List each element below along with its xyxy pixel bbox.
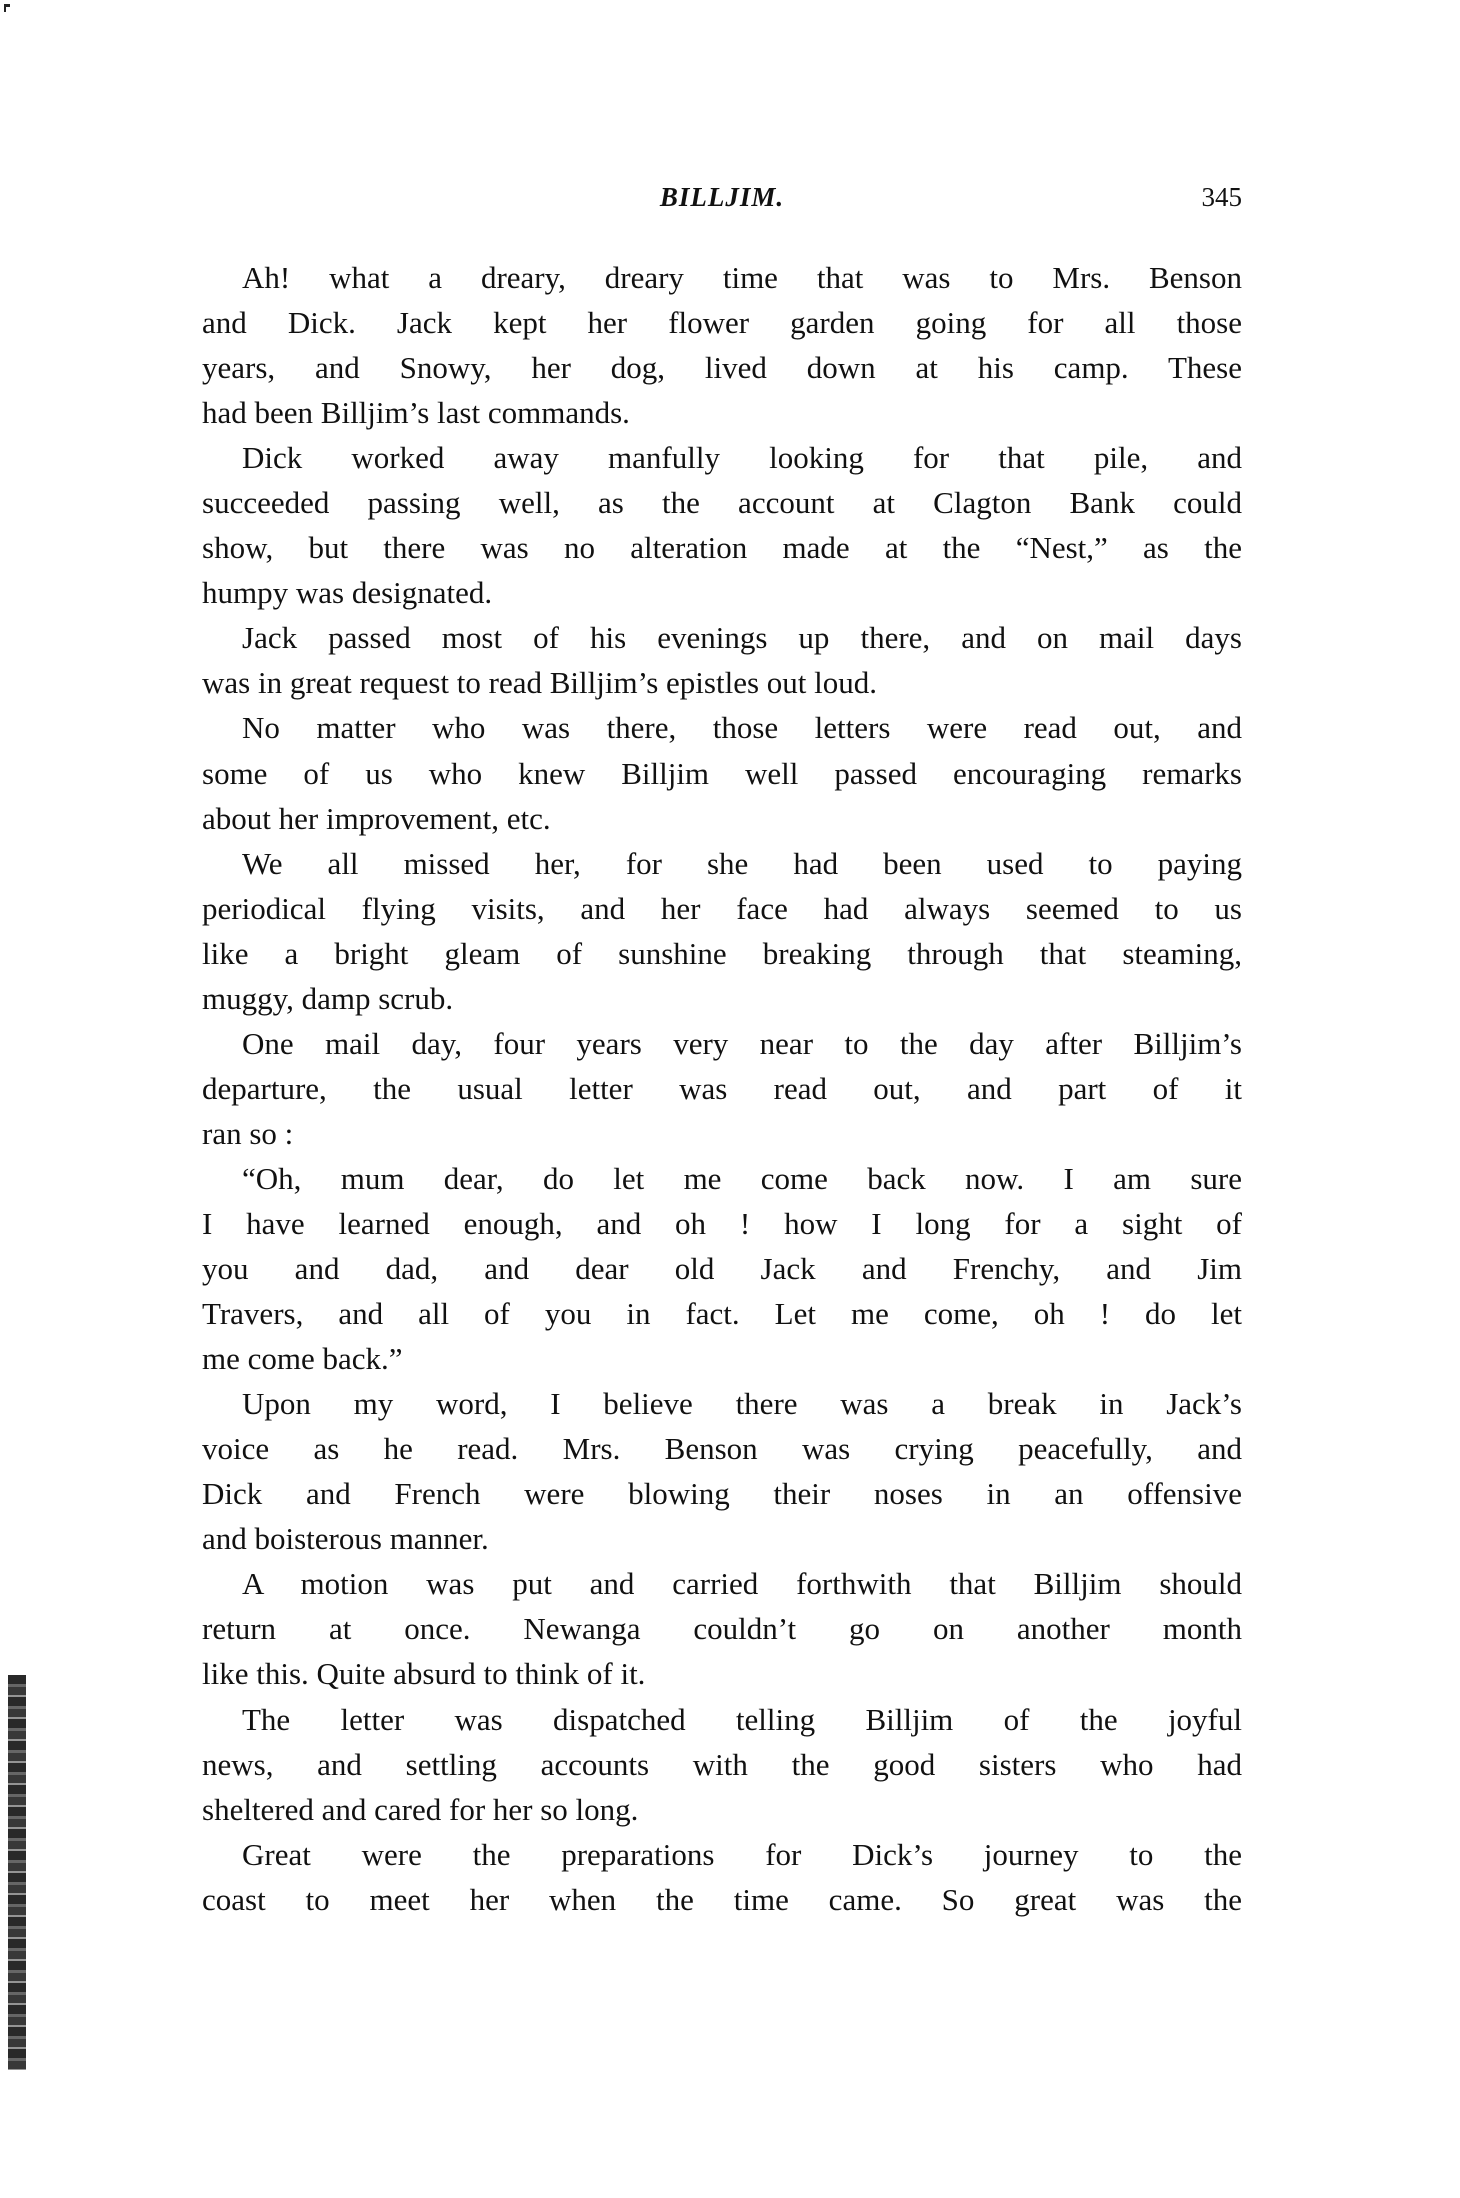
text-line: Upon my word, I believe there was a break in Jack’s [242,1386,1242,1422]
paragraph [202,1156,1242,1381]
text-line: was in great request to read Billjim’s epistles out loud. [202,665,877,701]
text-line: succeeded passing well, as the account at Clagton Bank could [202,485,1242,521]
text-line: A motion was put and carried forthwith that Billjim should [242,1566,1242,1602]
paragraph [202,1832,1242,1922]
scan-corner-mark [4,4,6,12]
text-line: and Dick. Jack kept her flower garden going for all those [202,305,1242,341]
text-line: news, and settling accounts with the good sisters who had [202,1746,1242,1782]
text-line: No matter who was there, those letters were read out, and [242,710,1242,746]
text-line: Travers, and all of you in fact. Let me come, oh ! do let [202,1296,1242,1332]
text-line: Dick worked away manfully looking for that pile, and [242,440,1242,476]
paragraph [202,841,1242,1021]
text-line: me come back.” [202,1341,403,1377]
text-line: coast to meet her when the time came. So great was the [202,1881,1242,1917]
text-line: Dick and French were blowing their noses in an offensive [202,1476,1242,1512]
text-line: voice as he read. Mrs. Benson was crying peacefully, and [202,1431,1242,1467]
text-line: humpy was designated. [202,575,493,611]
text-line: I have learned enough, and oh ! how I long for a sight of [202,1205,1242,1241]
paragraph [202,1561,1242,1696]
paragraph [202,1697,1242,1832]
text-line: Jack passed most of his evenings up there, and on mail days [242,620,1242,656]
text-line: departure, the usual letter was read out, and part of it [202,1070,1242,1106]
text-line: some of us who knew Billjim well passed encouraging remarks [202,755,1242,791]
text-line: years, and Snowy, her dog, lived down at his camp. These [202,350,1242,386]
text-line: you and dad, and dear old Jack and Frenchy, and Jim [202,1251,1242,1287]
paragraph [202,615,1242,705]
paragraph [202,255,1242,435]
text-line: muggy, damp scrub. [202,980,454,1016]
text-line: Ah! what a dreary, dreary time that was to Mrs. Benson [242,260,1242,295]
scan-edge-artifact [8,1675,26,2070]
text-line: periodical flying visits, and her face had always seemed to us [202,890,1242,926]
page-header [202,182,1242,222]
paragraph [202,435,1242,615]
text-line: show, but there was no alteration made at the “Nest,” as the [202,530,1242,566]
text-line: about her improvement, etc. [202,800,551,836]
text-line: We all missed her, for she had been used to paying [242,845,1242,881]
text-line: sheltered and cared for her so long. [202,1791,639,1827]
text-line: Great were the preparations for Dick’s journey to the [242,1836,1242,1872]
text-line: return at once. Newanga couldn’t go on another month [202,1611,1242,1647]
running-title: BILLJIM. [659,182,785,212]
text-line: like this. Quite absurd to think of it. [202,1656,646,1692]
text-line: and boisterous manner. [202,1521,489,1557]
text-line: like a bright gleam of sunshine breaking through that steaming, [202,935,1242,971]
text-line: One mail day, four years very near to the day after Billjim’s [242,1025,1242,1061]
page-number: 345 [1201,182,1242,212]
text-line: had been Billjim’s last commands. [202,395,630,431]
text-line: ran so : [202,1115,294,1151]
text-line: “Oh, mum dear, do let me come back now. I am sure [242,1160,1242,1196]
body-text [202,255,1242,1922]
paragraph [202,705,1242,840]
text-line: The letter was dispatched telling Billjim of the joyful [242,1701,1242,1737]
paragraph [202,1021,1242,1156]
paragraph [202,1381,1242,1561]
